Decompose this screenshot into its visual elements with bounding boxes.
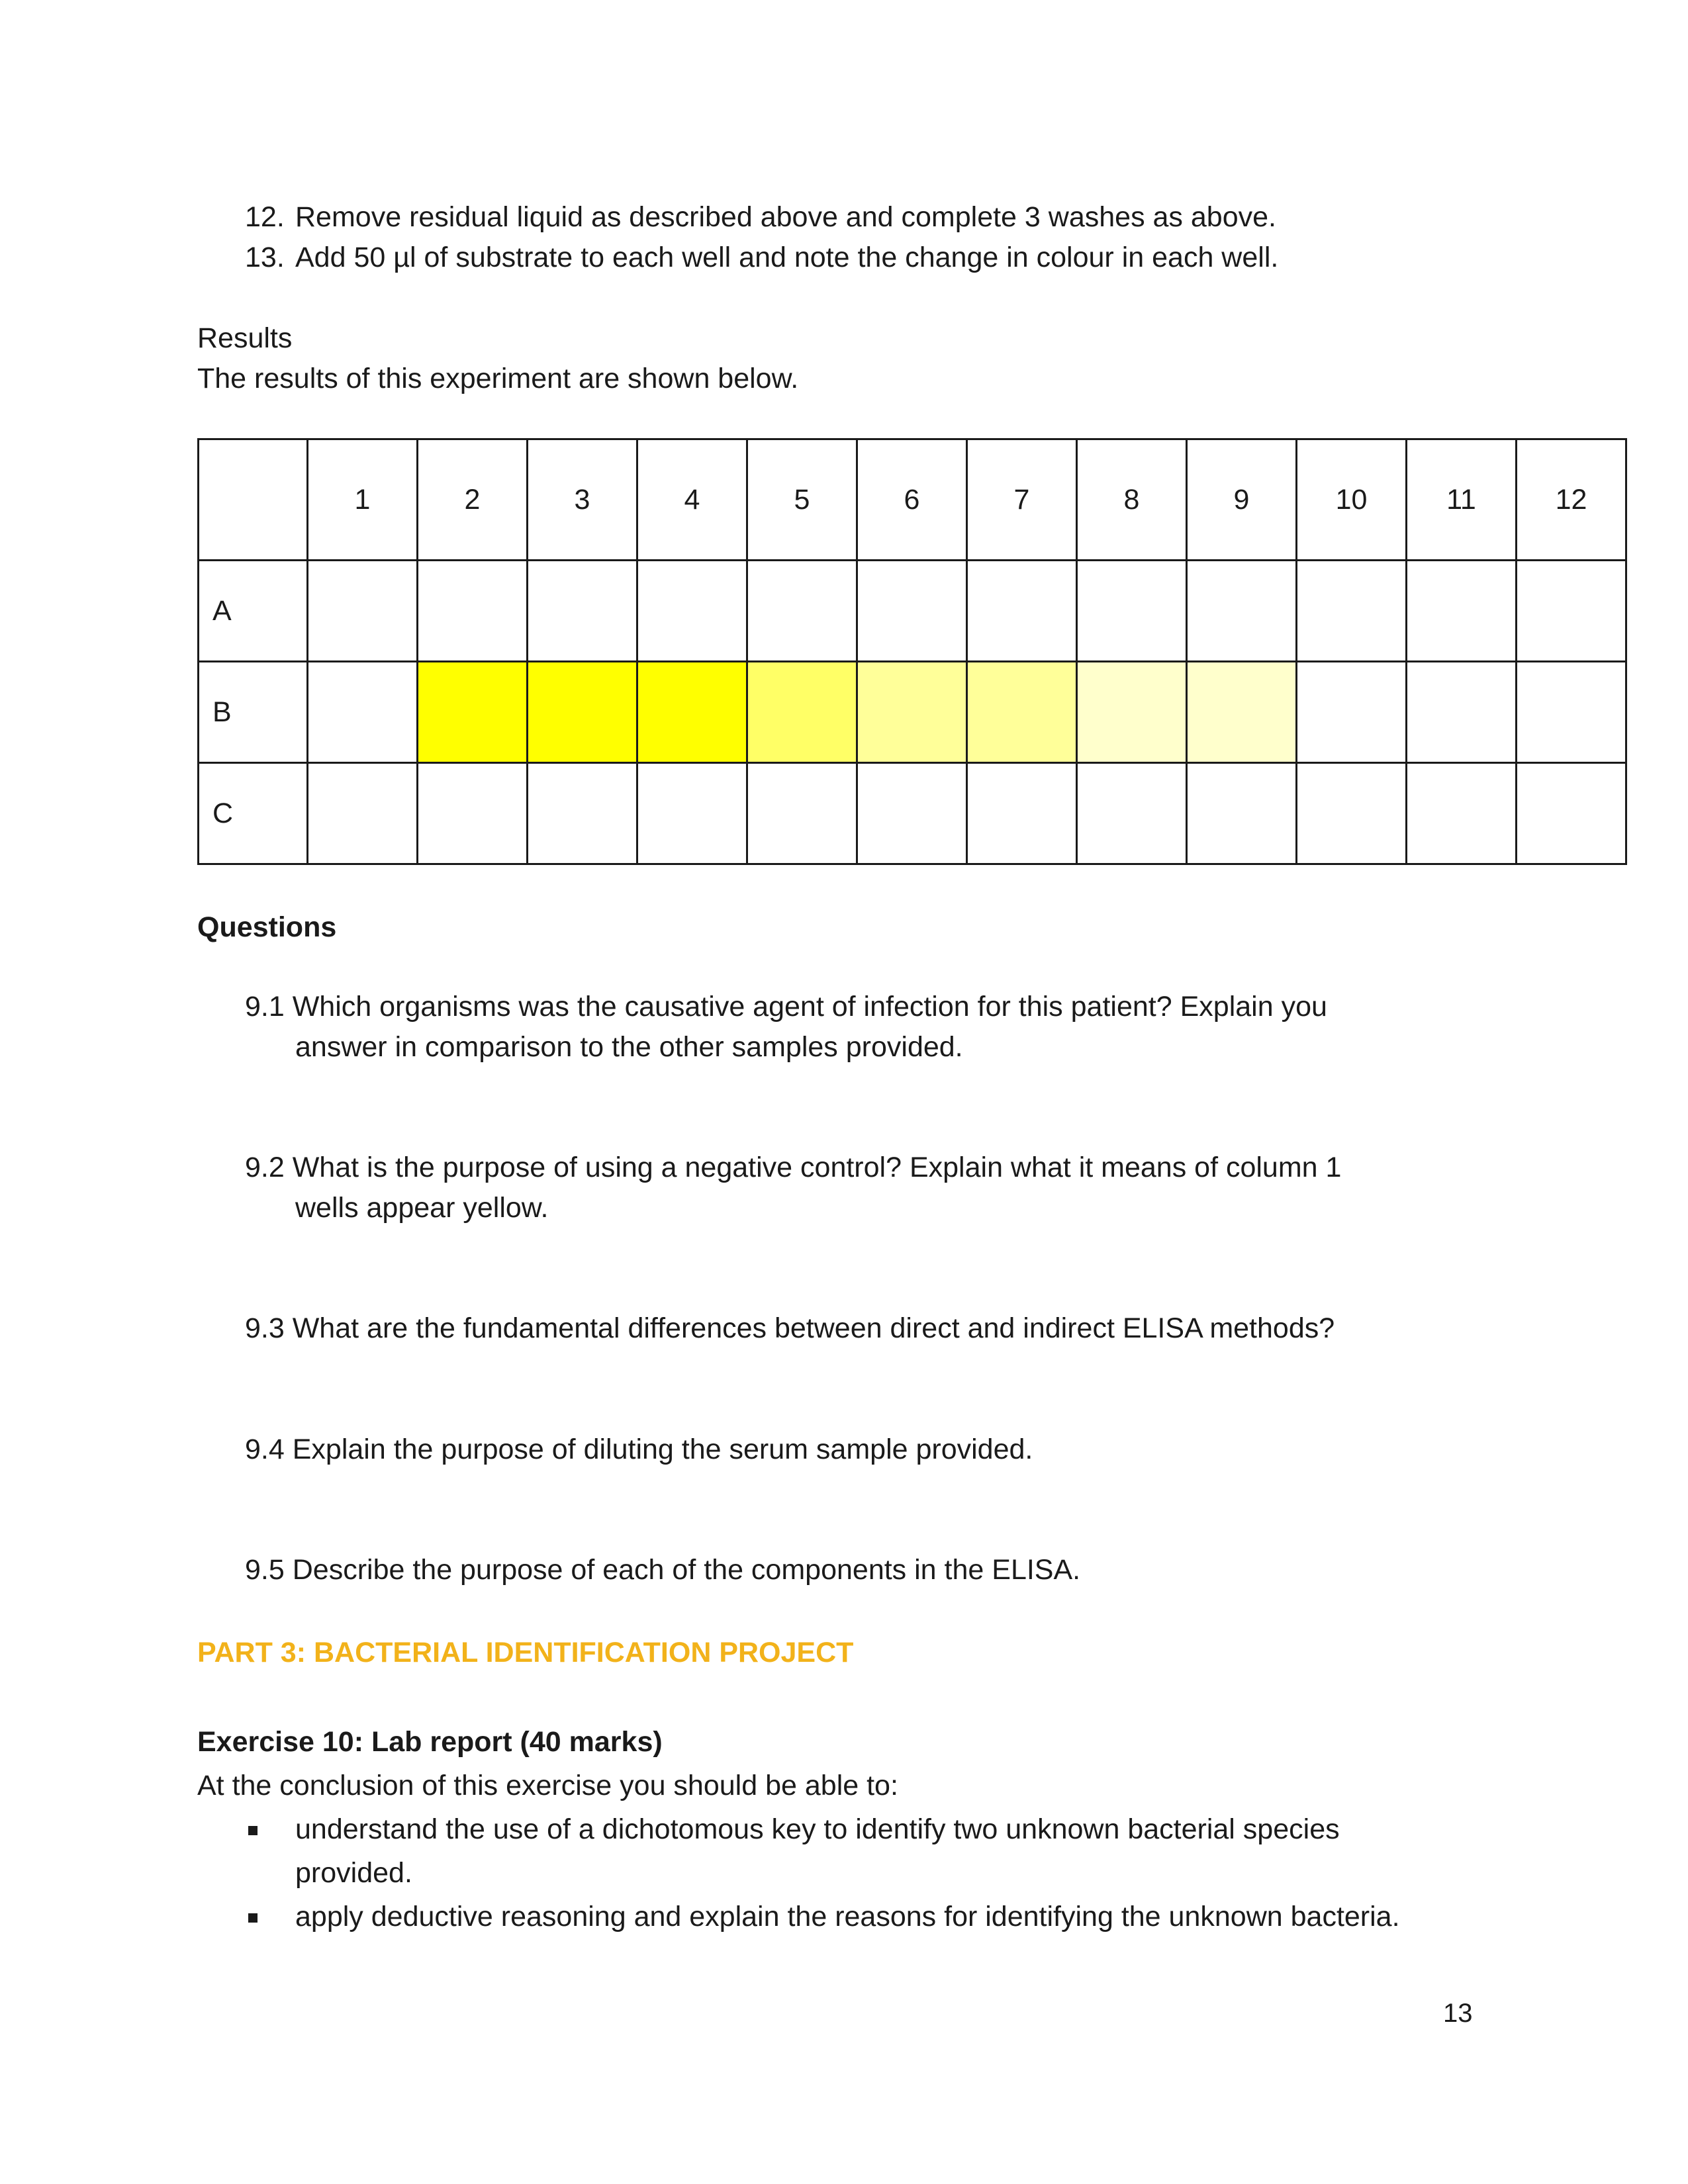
plate-row-b (199, 662, 1626, 763)
page-number: 13 (1443, 1999, 1473, 2028)
well (528, 561, 637, 662)
well (418, 763, 528, 864)
question-9-2-line2: wells appear yellow. (295, 1192, 549, 1224)
well (637, 561, 747, 662)
column-header: 5 (747, 439, 857, 561)
well (967, 561, 1077, 662)
well (528, 763, 637, 864)
plate-row-a (199, 561, 1626, 662)
well (1187, 763, 1297, 864)
well (1297, 763, 1407, 864)
row-label: C (199, 763, 308, 864)
well (1187, 561, 1297, 662)
column-header: 4 (637, 439, 747, 561)
step-text: Remove residual liquid as described above and complete 3 washes as above. (295, 201, 1276, 233)
question-9-2-line1: 9.2 What is the purpose of using a negative control? Explain what it means of column 1 (245, 1152, 1342, 1183)
well (1407, 662, 1517, 763)
well (967, 763, 1077, 864)
well (528, 662, 637, 763)
well (1407, 561, 1517, 662)
column-header: 3 (528, 439, 637, 561)
objective-1-line1: understand the use of a dichotomous key to identify two unknown bacterial species (295, 1813, 1340, 1845)
well (308, 662, 418, 763)
column-header: 7 (967, 439, 1077, 561)
plate-row-c (199, 763, 1626, 864)
column-header: 2 (418, 439, 528, 561)
well (637, 763, 747, 864)
well (747, 561, 857, 662)
well (1517, 763, 1626, 864)
column-header: 9 (1187, 439, 1297, 561)
row-label: B (199, 662, 308, 763)
exercise-10-title: Exercise 10: Lab report (40 marks) (197, 1726, 663, 1758)
procedure-step-12 (245, 197, 1276, 238)
well (637, 662, 747, 763)
well (418, 662, 528, 763)
part3-heading: PART 3: BACTERIAL IDENTIFICATION PROJECT (197, 1637, 854, 1668)
well (857, 763, 967, 864)
well (967, 662, 1077, 763)
square-bullet-icon (248, 1826, 258, 1835)
procedure-step-13 (245, 237, 1278, 278)
well (1297, 561, 1407, 662)
well (1077, 763, 1187, 864)
column-header: 12 (1517, 439, 1626, 561)
column-header: 8 (1077, 439, 1187, 561)
well (1517, 561, 1626, 662)
question-9-5: 9.5 Describe the purpose of each of the components in the ELISA. (245, 1554, 1081, 1586)
step-number: 12. (245, 201, 285, 233)
step-number: 13. (245, 242, 285, 273)
objective-1-line2: provided. (295, 1857, 412, 1889)
objective-2: apply deductive reasoning and explain the reasons for identifying the unknown bacteria. (295, 1901, 1400, 1933)
results-heading: Results (197, 322, 293, 354)
well (308, 561, 418, 662)
results-intro: The results of this experiment are shown below. (197, 363, 799, 394)
column-header: 1 (308, 439, 418, 561)
question-9-4: 9.4 Explain the purpose of diluting the serum sample provided. (245, 1433, 1033, 1465)
well (1077, 662, 1187, 763)
elisa-plate-table (197, 438, 1627, 865)
plate-header-row (199, 439, 1626, 561)
square-bullet-icon (248, 1913, 258, 1923)
well (857, 662, 967, 763)
well (747, 763, 857, 864)
column-header: 10 (1297, 439, 1407, 561)
well (1407, 763, 1517, 864)
well (418, 561, 528, 662)
step-text: Add 50 µl of substrate to each well and note the change in colour in each well. (295, 242, 1279, 273)
question-9-1-line1: 9.1 Which organisms was the causative agent of infection for this patient? Explain you (245, 991, 1327, 1023)
well (1077, 561, 1187, 662)
well (1187, 662, 1297, 763)
well (747, 662, 857, 763)
column-header: 6 (857, 439, 967, 561)
question-9-3: 9.3 What are the fundamental differences between direct and indirect ELISA methods? (245, 1312, 1335, 1344)
exercise-10-intro: At the conclusion of this exercise you should be able to: (197, 1770, 898, 1801)
column-header: 11 (1407, 439, 1517, 561)
questions-heading: Questions (197, 911, 337, 943)
question-9-1-line2: answer in comparison to the other samples provided. (295, 1031, 963, 1063)
well (308, 763, 418, 864)
well (1297, 662, 1407, 763)
well (1517, 662, 1626, 763)
row-label: A (199, 561, 308, 662)
well (857, 561, 967, 662)
plate-corner-cell (199, 439, 308, 561)
